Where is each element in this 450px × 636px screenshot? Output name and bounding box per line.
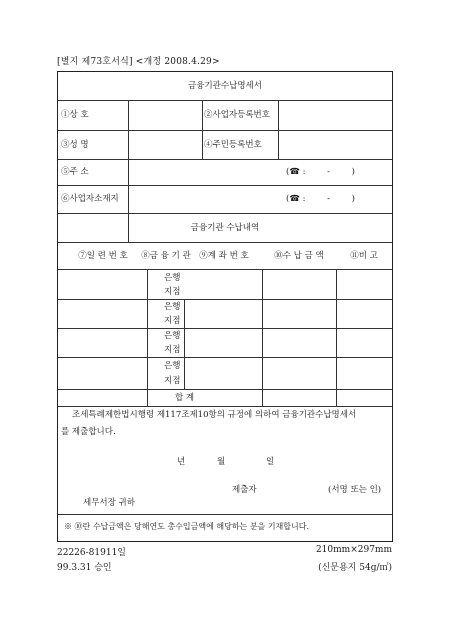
divider: [147, 270, 148, 407]
row-branch-label: 지점: [164, 287, 181, 297]
business-name-label: ①상 호: [61, 110, 89, 120]
divider: [128, 101, 129, 243]
divider: [278, 101, 279, 160]
divider: [262, 270, 263, 407]
row-branch-label: 지점: [164, 316, 181, 326]
business-location-phone: (☎ : - ): [286, 194, 355, 204]
column-header-serial: ⑦일 련 번 호: [78, 251, 128, 261]
divider: [58, 357, 392, 358]
divider: [184, 300, 185, 390]
divider: [58, 213, 392, 214]
business-reg-no-label: ②사업자등록번호: [204, 110, 270, 120]
divider: [58, 299, 392, 300]
row-bank-label: 은행: [164, 302, 181, 312]
form-header-note: [별지 제73호서식] <개정 2008.4.29>: [57, 57, 220, 67]
form-frame: [57, 71, 393, 542]
divider: [336, 270, 337, 407]
resident-reg-no-label: ④주민등록번호: [204, 140, 262, 150]
column-header-remarks: ⑪비 고: [350, 251, 378, 261]
divider: [58, 130, 392, 131]
row-branch-label: 지점: [164, 345, 181, 355]
column-header-account: ⑨계 좌 번 호: [199, 251, 249, 261]
row-bank-label: 은행: [164, 273, 181, 283]
business-location-label: ⑥사업자소재지: [61, 194, 119, 204]
row-bank-label: 은행: [164, 361, 181, 371]
divider: [58, 159, 392, 160]
statement-line-2: 를 제출합니다.: [61, 427, 116, 437]
divider: [58, 269, 392, 270]
footer-form-code: 22226-81911일: [57, 548, 126, 558]
row-branch-label: 지점: [164, 376, 181, 386]
section-title: 금융기관 수납내역: [190, 223, 260, 233]
column-header-amount: ⑩수 납 금 액: [274, 251, 324, 261]
divider: [58, 242, 392, 243]
footer-paper: (신문용지 54g/㎡): [318, 563, 392, 573]
column-header-bank: ⑧금 융 기 관: [141, 251, 191, 261]
row-bank-label: 은행: [164, 331, 181, 341]
address-phone: (☎ : - ): [286, 167, 355, 177]
date-day: 일: [266, 457, 275, 467]
name-label: ③성 명: [61, 140, 89, 150]
divider: [58, 389, 392, 390]
recipient: 세무서장 귀하: [83, 498, 135, 508]
form-title: 금융기관수납명세서: [188, 81, 262, 91]
date-year: 년: [177, 457, 186, 467]
divider: [58, 185, 392, 186]
footer-size: 210mm×297mm: [315, 545, 392, 555]
divider: [202, 101, 203, 160]
footer-approval: 99.3.31 승인: [57, 563, 112, 573]
submitter-label: 제출자: [232, 485, 257, 495]
divider: [58, 328, 392, 329]
note: ※ ⑩란 수납금액은 당해연도 총수입금액에 해당하는 분을 기재합니다.: [64, 522, 309, 531]
divider: [58, 100, 392, 101]
divider: [58, 406, 392, 407]
signature-label: (서명 또는 인): [328, 485, 382, 495]
address-label: ⑤주 소: [61, 167, 89, 177]
divider: [58, 514, 392, 515]
date-month: 월: [217, 457, 226, 467]
statement-line-1: 조세특례제한법시행령 제117조제10항의 규정에 의하여 금융기관수납명세서: [72, 410, 357, 420]
total-label: 합 계: [175, 393, 195, 403]
